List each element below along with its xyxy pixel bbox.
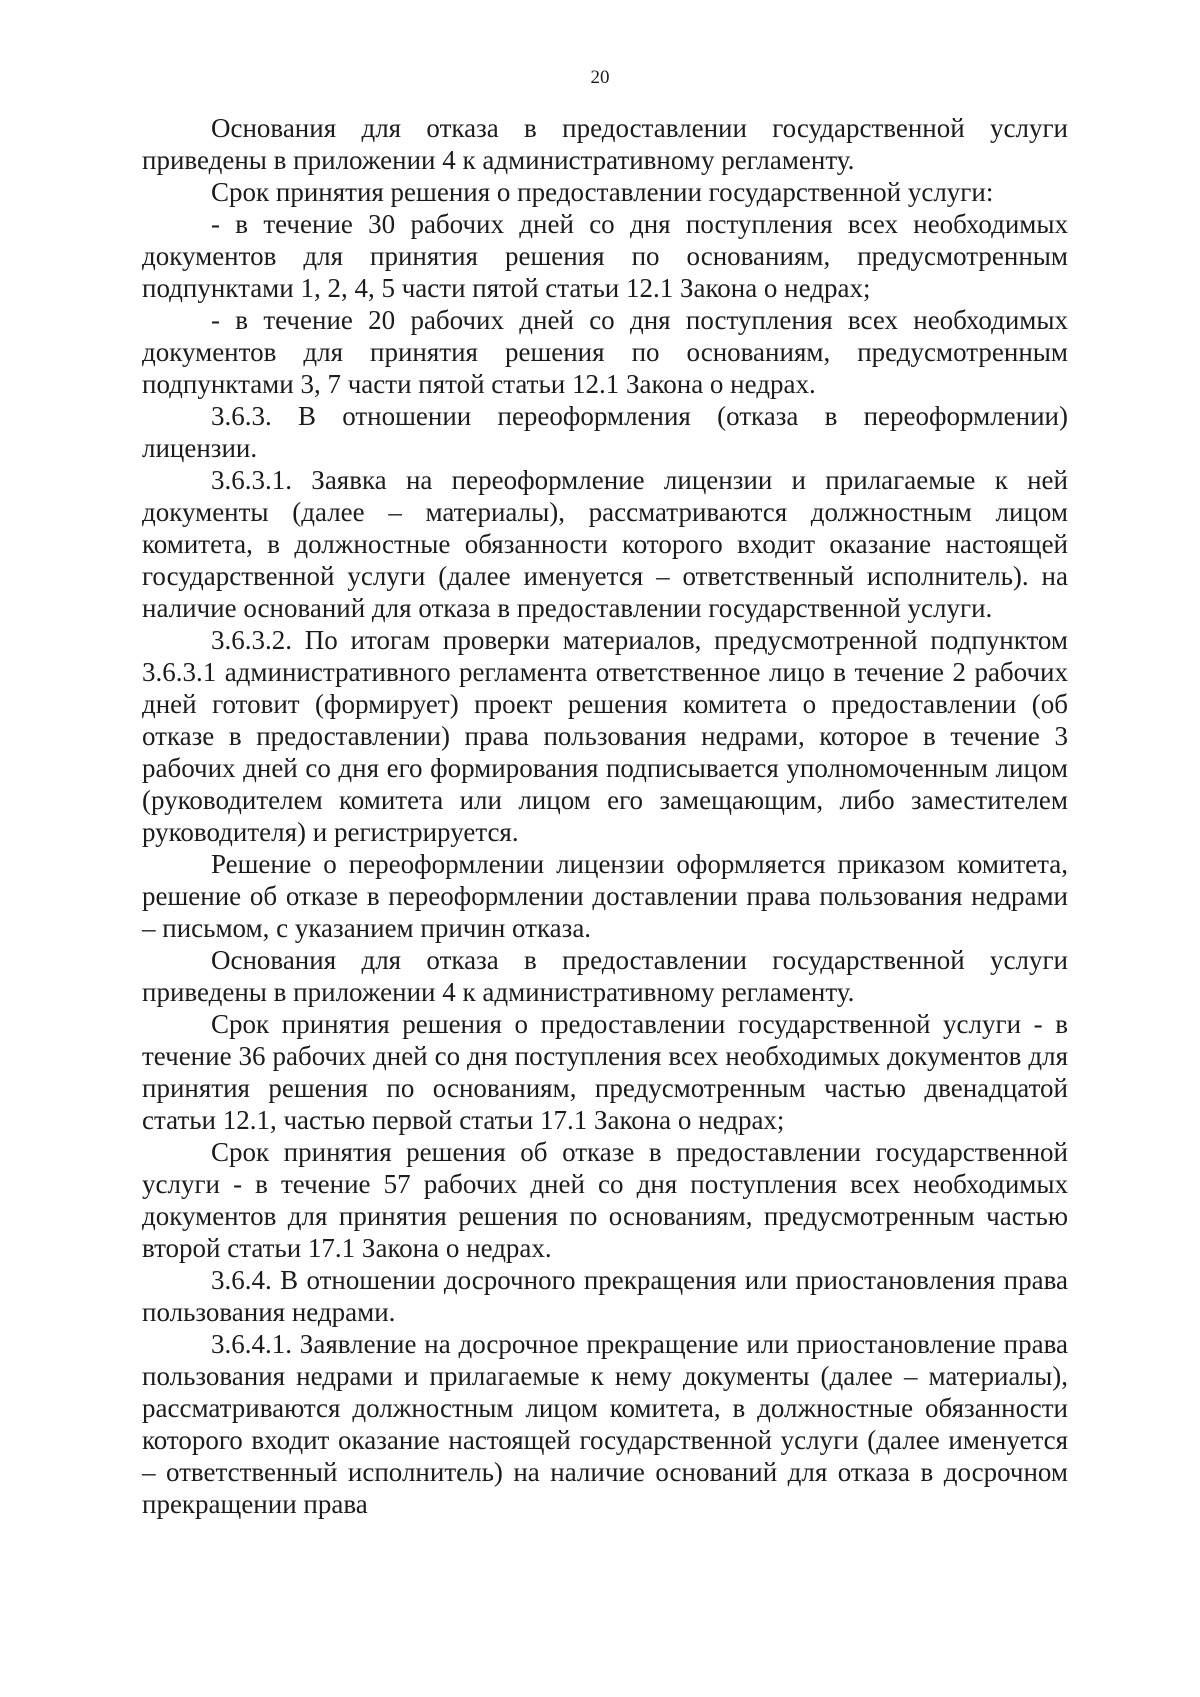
paragraph-grounds-for-refusal: Основания для отказа в предоставлении государственной услуги приведены в приложении 4 к административному регламенту. bbox=[142, 113, 1068, 175]
paragraph-decision-deadline: Срок принятия решения о предоставлении государственной услуги: bbox=[211, 177, 994, 207]
section-3-6-4-heading: 3.6.4. В отношении досрочного прекращения или приостановления права пользования недрами. bbox=[142, 1265, 1068, 1327]
page-number: 20 bbox=[590, 67, 610, 88]
paragraph-deadline-20-days: - в течение 20 рабочих дней со дня поступления всех необходимых документов для принятия решения по основаниям, предусмотренным подпунктами 3, 7 части пятой статьи 12.1 Закона о недрах. bbox=[142, 305, 1068, 399]
paragraph-refusal-deadline-57-days: Срок принятия решения об отказе в предоставлении государственной услуги - в течение 57 рабочих дней со дня поступления всех необходимых документов для принятия решения по основаниям, предусмотренным частью второй статьи 17.1 Закона о недрах. bbox=[142, 1137, 1068, 1263]
paragraph-grounds-for-refusal-2: Основания для отказа в предоставлении государственной услуги приведены в приложении 4 к административному регламенту. bbox=[142, 945, 1068, 1007]
document-body bbox=[142, 112, 1068, 1520]
paragraph-reissue-decision: Решение о переоформлении лицензии оформляется приказом комитета, решение об отказе в переоформлении доставлении права пользования недрами – письмом, с указанием причин отказа. bbox=[142, 849, 1068, 943]
section-3-6-4-1: 3.6.4.1. Заявление на досрочное прекращение или приостановление права пользования недрами и прилагаемые к нему документы (далее – материалы), рассматриваются должностным лицом комитета, в должностные обязанности которого входит оказание настоящей государственной услуги (далее именуется – ответственный исполнитель) на наличие оснований для отказа в досрочном прекращении права bbox=[142, 1329, 1068, 1519]
section-3-6-3-1: 3.6.3.1. Заявка на переоформление лицензии и прилагаемые к ней документы (далее – материалы), рассматриваются должностным лицом комитета, в должностные обязанности которого входит оказание настоящей государственной услуги (далее именуется – ответственный исполнитель). на наличие оснований для отказа в предоставлении государственной услуги. bbox=[142, 465, 1068, 623]
paragraph-deadline-36-days: Срок принятия решения о предоставлении государственной услуги - в течение 36 рабочих дней со дня поступления всех необходимых документов для принятия решения по основаниям, предусмотренным частью двенадцатой статьи 12.1, частью первой статьи 17.1 Закона о недрах; bbox=[142, 1009, 1068, 1135]
paragraph-deadline-30-days: - в течение 30 рабочих дней со дня поступления всех необходимых документов для принятия решения по основаниям, предусмотренным подпунктами 1, 2, 4, 5 части пятой статьи 12.1 Закона о недрах; bbox=[142, 209, 1068, 303]
section-3-6-3-heading: 3.6.3. В отношении переоформления (отказа в переоформлении) лицензии. bbox=[142, 401, 1068, 463]
section-3-6-3-2: 3.6.3.2. По итогам проверки материалов, предусмотренной подпунктом 3.6.3.1 административного регламента ответственное лицо в течение 2 рабочих дней готовит (формирует) проект решения комитета о предоставлении (об отказе в предоставлении) права пользования недрами, которое в течение 3 рабочих дней со дня его формирования подписывается уполномоченным лицом (руководителем комитета или лицом его замещающим, либо заместителем руководителя) и регистрируется. bbox=[142, 625, 1068, 847]
